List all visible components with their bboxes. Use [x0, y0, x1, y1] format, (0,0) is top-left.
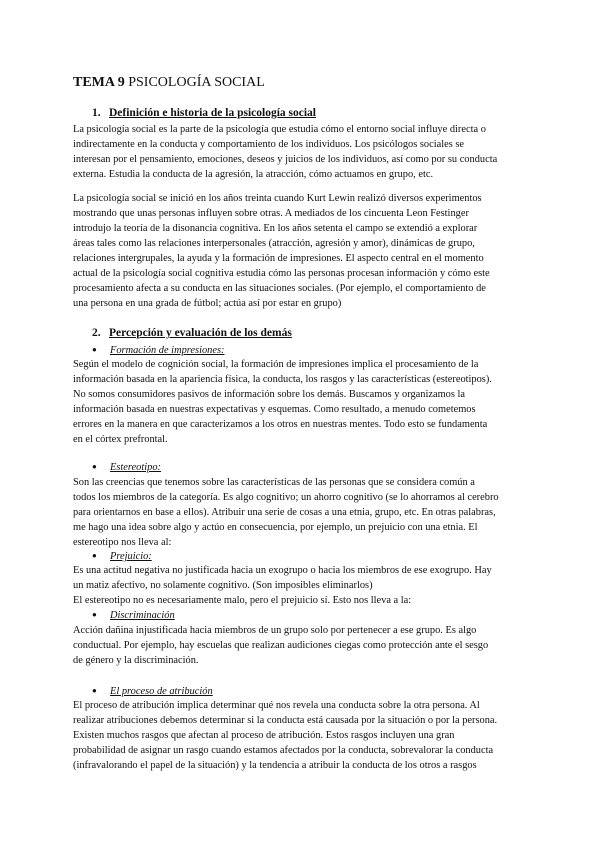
bullet-atribucion	[92, 683, 213, 698]
bullet-estereotipo	[92, 459, 161, 474]
text-line: relaciones intergrupales, la ayuda y la formación de impresiones. El aspecto central en el momento	[73, 253, 484, 264]
bullet-dot-icon: ●	[92, 551, 97, 560]
text-line: información basada en nuestras expectativas y esquemas. Como resultado, a menudo cometemos	[73, 404, 476, 415]
text-line: áreas tales como las relaciones interpersonales (atracción, agresión y amor), dinámicas de grupo,	[73, 238, 475, 249]
bullet-label: Estereotipo:	[110, 462, 161, 473]
text-line: La psicología social se inició en los años treinta cuando Kurt Lewin realizó diversos experimentos	[73, 193, 482, 204]
bullet-discriminacion	[92, 607, 175, 622]
bullet-label: El proceso de atribución	[110, 686, 213, 697]
text-line: una persona en una grada de fútbol; actúa así por estar en grupo)	[73, 298, 342, 309]
text-line: de género y la discriminación.	[73, 655, 199, 666]
paragraph-formacion	[73, 357, 533, 447]
text-line: interesan por el pensamiento, emociones, deseos y juicios de los individuos, así como por su conducta	[73, 154, 498, 165]
bullet-dot-icon: ●	[92, 686, 97, 695]
paragraph-discriminacion	[73, 623, 533, 668]
bullet-label: Prejuicio:	[110, 551, 152, 562]
text-line: realizar atribuciones debemos determinar si la conducta está causada por la situación o por la persona.	[73, 715, 498, 726]
text-line: Son las creencias que tenemos sobre las características de las personas que se considera común a	[73, 477, 475, 488]
text-line: en el córtex prefrontal.	[73, 434, 168, 445]
section-2-number: 2.	[92, 327, 101, 339]
text-line: errores en la manera en que caracterizamos a los otros en nuestras mentes. Todo esto se fundamenta	[73, 419, 488, 430]
text-line: probabilidad de asignar un rasgo cuando estamos afectados por la conducta, sobrevalorar la conducta	[73, 745, 494, 756]
title-number: TEMA 9	[73, 75, 125, 90]
text-line: actual de la psicología social cognitiva estudia cómo las personas procesan información y cómo este	[73, 268, 490, 279]
text-line: Existen muchos rasgos que afectan al proceso de atribución. Estos rasgos incluyen una gran	[73, 730, 455, 741]
text-line: No somos consumidores pasivos de información sobre los demás. Buscamos y organizamos la	[73, 389, 465, 400]
text-line: estereotipo nos lleva al:	[73, 537, 172, 548]
text-line: Es una actitud negativa no justificada hacia un exogrupo o hacia los miembros de ese exogrupo. Hay	[73, 565, 492, 576]
text-line: conductual. Por ejemplo, hay escuelas que realizan audiciones ciegas como protección ante el sesgo	[73, 640, 489, 651]
section-1-heading	[92, 106, 316, 121]
section-2-title: Percepción y evaluación de los demás	[109, 327, 292, 339]
section-1-number: 1.	[92, 107, 101, 119]
text-line: todos los miembros de la categoría. Es algo cognitivo; un ahorro cognitivo (se lo ahorramos al cerebro	[73, 492, 499, 503]
text-line: indirectamente en la conducta y comportamiento de los individuos. Los psicólogos sociales se	[73, 139, 464, 150]
bullet-dot-icon: ●	[92, 462, 97, 471]
text-line: Acción dañina injustificada hacia miembros de un grupo solo por pertenecer a ese grupo. Es algo	[73, 625, 477, 636]
text-line: externa. Estudia la conducta de la agresión, la atracción, cómo actuamos en grupo, etc.	[73, 169, 434, 180]
text-line: un matiz afectivo, no solamente cognitivo. (Son imposibles eliminarlos)	[73, 580, 373, 591]
text-line: introdujo la teoría de la disonancia cognitiva. En los años setenta el campo se extendió a explorar	[73, 223, 478, 234]
title-text: PSICOLOGÍA SOCIAL	[124, 75, 265, 90]
bullet-dot-icon: ●	[92, 345, 97, 354]
bullet-dot-icon: ●	[92, 610, 97, 619]
bullet-formacion	[92, 342, 224, 357]
text-line: El proceso de atribución implica determinar qué nos revela una conducta sobre la otra persona. Al	[73, 700, 480, 711]
bullet-label: Formación de impresiones:	[110, 345, 225, 356]
text-line: información basada en la apariencia física, la conducta, los rasgos y las características (estereotipos).	[73, 374, 492, 385]
text-line: me hago una idea sobre algo y actúo en consecuencia, por ejemplo, un prejuicio con una etnia. El	[73, 522, 478, 533]
paragraph-atribucion	[73, 698, 533, 773]
section-1-paragraph-2	[73, 191, 533, 311]
bullet-label: Discriminación	[110, 610, 175, 621]
text-line: procesamiento afecta a su conducta en las situaciones sociales. (Por ejemplo, el comportamiento de	[73, 283, 486, 294]
bullet-prejuicio	[92, 548, 152, 563]
text-line: Según el modelo de cognición social, la formación de impresiones implica el procesamiento de la	[73, 359, 479, 370]
section-2-heading	[92, 326, 292, 341]
text-line: La psicología social es la parte de la psicología que estudia cómo el entorno social influye directa o	[73, 124, 486, 135]
text-line: mostrando que unas personas influyen sobre otras. A mediados de los cincuenta Leon Festinger	[73, 208, 469, 219]
text-line: El estereotipo no es necesariamente malo, pero el prejuicio sí. Esto nos lleva a la:	[73, 595, 412, 606]
text-line: (infravalorando el papel de la situación) y la tendencia a atribuir la conducta de los otros a rasgos	[73, 760, 477, 771]
text-line: para orientarnos en base a ellos). Atribuir una serie de cosas a una etnia, grupo, etc. En otras palabras,	[73, 507, 496, 518]
paragraph-estereotipo	[73, 475, 533, 550]
section-1-paragraph-1	[73, 122, 533, 182]
paragraph-prejuicio	[73, 563, 533, 608]
document-title	[73, 74, 265, 92]
section-1-title: Definición e historia de la psicología social	[109, 107, 316, 119]
